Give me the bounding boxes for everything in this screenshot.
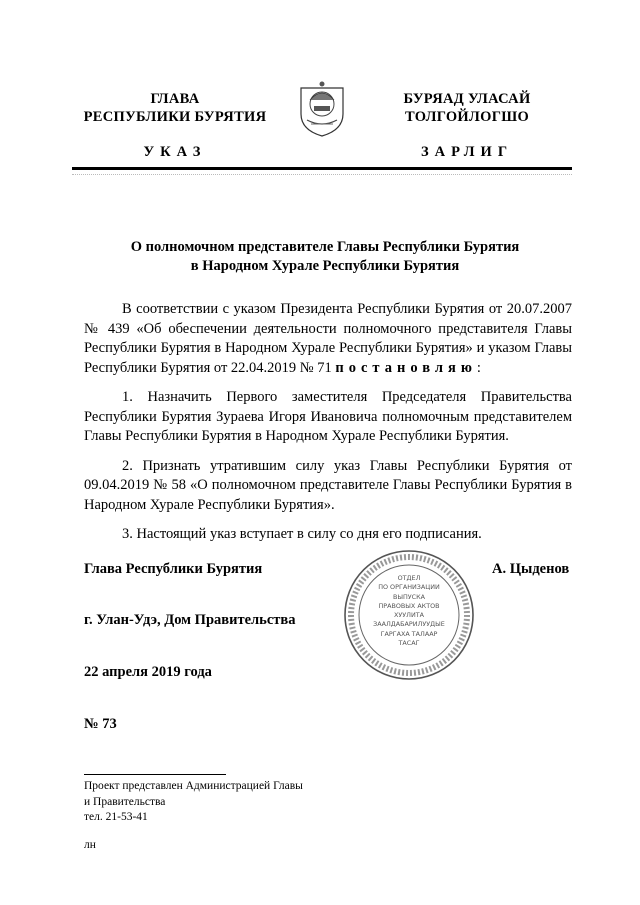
clause-1: 1. Назначить Первого заместителя Председателя Правительства Республики Бурятия Зураева Игоря Ивановича полномочным представителем Главы Республики Бурятия в Народном Хурале Республики Бурятия. xyxy=(84,389,572,444)
stamp-line: ЗААЛДАБАРИЛУУДЫЕ xyxy=(373,620,445,629)
footer-note xyxy=(84,779,303,826)
header-right-line1: БУРЯАД УЛАСАЙ xyxy=(403,91,531,107)
header-right xyxy=(352,90,582,126)
resolution-keyword: постановляю xyxy=(335,359,477,376)
stamp-line: ТАСАГ xyxy=(398,639,420,648)
stamp-line: ГАРГАХА ТАЛААР xyxy=(380,629,438,638)
header-divider-dots xyxy=(72,174,572,175)
signing-date: 22 апреля 2019 года xyxy=(84,664,212,680)
doc-type-right: ЗАРЛИГ xyxy=(420,144,514,160)
stamp-center-text xyxy=(364,574,454,648)
stamp-line: ВЫПУСКА xyxy=(392,592,426,601)
doc-type-left: УКАЗ xyxy=(143,144,207,160)
preamble-colon: : xyxy=(476,359,481,376)
coat-of-arms-emblem xyxy=(297,80,347,138)
footer-line2: и Правительства xyxy=(84,795,166,808)
decree-number: № 73 xyxy=(84,716,117,732)
title-line2: в Народном Хурале Республики Бурятия xyxy=(190,258,460,274)
stamp-line: ПРАВОВЫХ АКТОВ xyxy=(378,601,440,610)
signatory-name: А. Цыденов xyxy=(492,561,570,577)
footer-line1: Проект представлен Администрацией Главы xyxy=(84,780,303,792)
footer-initials: лн xyxy=(84,839,96,851)
footer-phone: тел. 21-53-41 xyxy=(84,811,148,823)
stamp-line: ПО ОРГАНИЗАЦИИ xyxy=(378,583,440,592)
header-divider xyxy=(72,167,572,170)
signing-place: г. Улан-Удэ, Дом Правительства xyxy=(84,612,296,628)
header-left xyxy=(60,90,290,126)
stamp-line: ХУУЛИТА xyxy=(393,611,425,620)
signatory-position: Глава Республики Бурятия xyxy=(84,561,263,577)
preamble-text: В соответствии с указом Президента Республики Бурятия от 20.07.2007 № 439 «Об обеспечении деятельности полномочного представителя Главы Республики Бурятия в Народном Хурале Республики Бурятия» и указом Главы Республики Бурятия от 22.04.2019 № 71 xyxy=(84,301,572,376)
document-body xyxy=(84,300,572,555)
stamp-line: ОТДЕЛ xyxy=(397,574,421,582)
footer-divider xyxy=(84,774,226,775)
clause-2: 2. Признать утратившим силу указ Главы Республики Бурятия от 09.04.2019 № 58 «О полномочном представителе Главы Республики Бурятия в Народном Хурале Республики Бурятия». xyxy=(84,457,572,513)
clause-3: 3. Настоящий указ вступает в силу со дня его подписания. xyxy=(122,526,482,542)
preamble-paragraph xyxy=(84,300,572,378)
header-left-line2: РЕСПУБЛИКИ БУРЯТИЯ xyxy=(83,109,267,125)
header-right-line2: ТОЛГОЙЛОГШО xyxy=(404,109,530,125)
title-line1: О полномочном представителе Главы Республики Бурятия xyxy=(130,239,520,255)
document-title xyxy=(60,238,590,276)
header-left-line1: ГЛАВА xyxy=(150,91,200,107)
official-stamp xyxy=(342,548,476,682)
